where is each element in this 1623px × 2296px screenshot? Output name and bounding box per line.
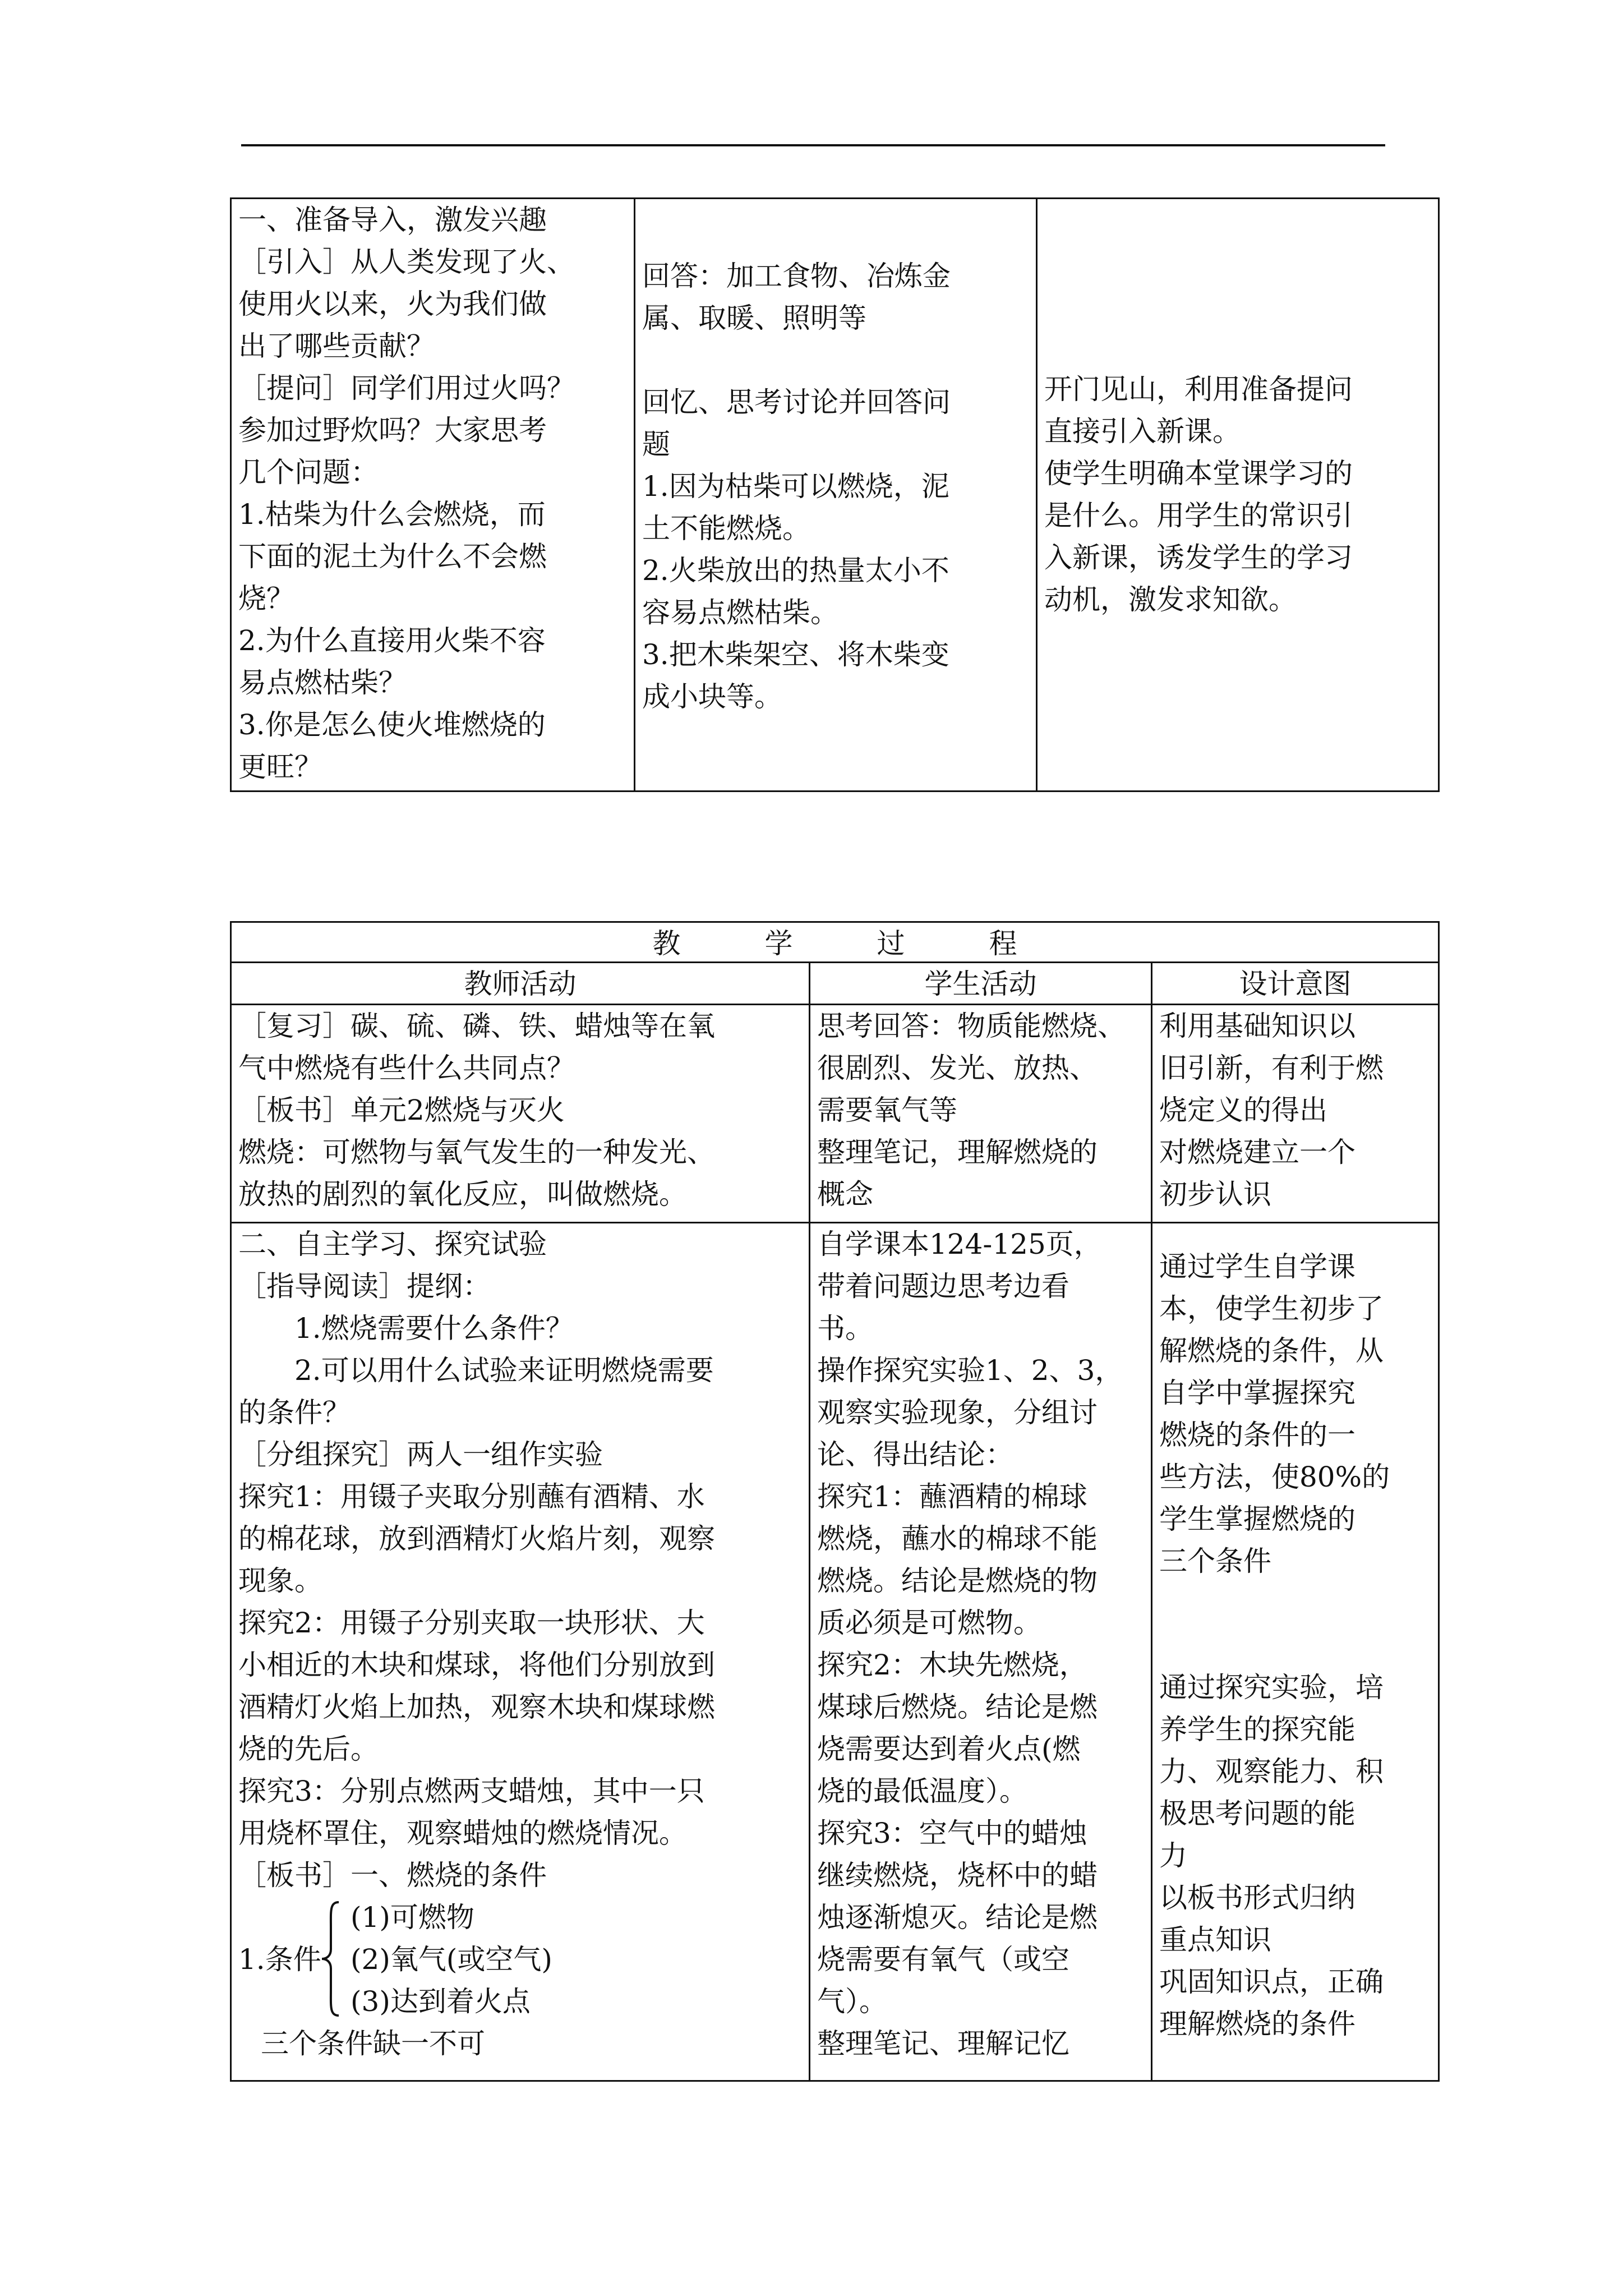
text-line: 燃烧的条件的一 (1159, 1419, 1355, 1451)
text-line: 气中燃烧有些什么共同点？ (238, 1052, 575, 1084)
text-line: 探究1：蘸酒精的棉球 (817, 1480, 1087, 1513)
text-line: 回答：加工食物、冶炼金 (642, 260, 951, 292)
row2-intent-a (1159, 1246, 1431, 1582)
header-student-cell (809, 961, 1152, 1005)
text-line: 继续燃烧，烧杯中的蜡 (817, 1859, 1098, 1892)
text-line (642, 339, 1029, 381)
row2-teacher-outline (238, 1308, 802, 1392)
text-line: 旧引新，有利于燃 (1159, 1052, 1384, 1084)
text-line: 整理笔记，理解燃烧的 (817, 1136, 1098, 1168)
text-line: 煤球后燃烧。结论是燃 (817, 1691, 1098, 1723)
text-line: 2.火柴放出的热量太小不 (642, 554, 949, 587)
text-line: 1.枯柴为什么会燃烧，而 (238, 498, 546, 531)
row1-intent-lines (1159, 1005, 1431, 1216)
row2-teacher-top (238, 1223, 802, 1308)
row2-teacher-cell (230, 1222, 810, 2082)
text-line: 3.把木柴架空、将木柴变 (642, 638, 949, 671)
process-title: 教学过程 (652, 927, 1101, 960)
text-line: 整理笔记、理解记忆 (817, 2027, 1069, 2060)
text-line: 论、得出结论： (817, 1438, 1013, 1471)
text-line: 极思考问题的能 (1159, 1797, 1355, 1830)
text-line: 易点燃枯柴？ (238, 666, 407, 699)
text-line: 烧需要有氧气（或空 (817, 1943, 1069, 1976)
text-line: ［提问］同学们用过火吗？ (238, 372, 575, 404)
condition-group (238, 1897, 620, 2023)
text-line: 酒精灯火焰上加热，观察木块和煤球燃 (238, 1691, 715, 1723)
condition-lead: 1.条件 (238, 1943, 321, 1976)
text-line: 一、准备导入，激发兴趣 (238, 204, 547, 236)
text-line: 烧的先后。 (238, 1733, 379, 1765)
process-title-cell (230, 921, 1440, 963)
condition-options (351, 1897, 552, 2023)
text-line: 需要氧气等 (817, 1094, 957, 1126)
table1-teacher-lines (238, 199, 627, 788)
text-line: 二、自主学习、探究试验 (238, 1228, 547, 1260)
text-line: 观察实验现象，分组讨 (817, 1396, 1098, 1429)
row1-teacher-lines (238, 1005, 802, 1216)
table1-intent-lines (1044, 369, 1431, 621)
condition-item: (2)氧气(或空气) (351, 1943, 552, 1976)
text-line: 参加过野炊吗？大家思考 (238, 414, 547, 447)
text-line: 的棉花球，放到酒精灯火焰片刻，观察 (238, 1522, 715, 1555)
text-line: 1.燃烧需要什么条件？ (294, 1312, 574, 1345)
text-line: 带着问题边思考边看 (817, 1270, 1069, 1303)
condition-item: (3)达到着火点 (351, 1985, 531, 2018)
text-line: 自学中掌握探究 (1159, 1377, 1355, 1409)
text-line: 回忆、思考讨论并回答问 (642, 386, 951, 418)
text-line: 气）。 (817, 1985, 887, 2018)
text-line: 燃烧：可燃物与氧气发生的一种发光、 (238, 1136, 715, 1168)
text-line: 利用基础知识以 (1159, 1010, 1355, 1042)
text-line: ［板书］一、燃烧的条件 (238, 1859, 547, 1892)
table1-intent-cell (1036, 197, 1440, 792)
text-line: 力 (1159, 1839, 1187, 1872)
text-line: 探究3：分别点燃两支蜡烛，其中一只 (238, 1775, 705, 1807)
table1-student-cell (634, 197, 1038, 792)
table1-student-lines (642, 255, 1029, 718)
text-line: 2.为什么直接用火柴不容 (238, 624, 546, 657)
text-line: 放热的剧烈的氧化反应，叫做燃烧。 (238, 1178, 687, 1211)
text-line: 的条件？ (238, 1396, 351, 1429)
text-line: 几个问题： (238, 456, 379, 489)
text-line: 题 (642, 428, 670, 461)
text-line: 些方法，使80%的 (1159, 1461, 1390, 1493)
text-line: 3.你是怎么使火堆燃烧的 (238, 708, 546, 741)
text-line: 理解燃烧的条件 (1159, 2008, 1355, 2040)
text-line: 质必须是可燃物。 (817, 1607, 1041, 1639)
text-line: 本，使学生初步了 (1159, 1292, 1384, 1325)
text-line: 通过探究实验，培 (1159, 1671, 1384, 1704)
text-line: ［板书］单元2燃烧与灭火 (238, 1094, 565, 1126)
text-line: 力、观察能力、积 (1159, 1755, 1384, 1788)
text-line: 三个条件 (1159, 1545, 1271, 1577)
header-student: 学生活动 (924, 968, 1037, 1000)
text-line: 探究2：木块先燃烧， (817, 1649, 1087, 1681)
text-line: 烧？ (238, 582, 294, 615)
text-line: 对燃烧建立一个 (1159, 1136, 1355, 1168)
row1-student-lines (817, 1005, 1144, 1216)
text-line: 初步认识 (1159, 1178, 1271, 1211)
text-line: 入新课，诱发学生的学习 (1044, 541, 1353, 574)
text-line: 探究1：用镊子夹取分别蘸有酒精、水 (238, 1480, 705, 1513)
text-line: ［复习］碳、硫、磷、铁、蜡烛等在氧 (238, 1010, 715, 1042)
row2-intent-cell (1151, 1222, 1440, 2082)
text-line: 属、取暖、照明等 (642, 302, 866, 334)
header-teacher-cell (230, 961, 810, 1005)
text-line: 使学生明确本堂课学习的 (1044, 457, 1353, 490)
text-line: 容易点燃枯柴。 (642, 596, 838, 629)
text-line: 以板书形式归纳 (1159, 1881, 1355, 1914)
text-line: ［引入］从人类发现了火、 (238, 246, 575, 278)
text-line: 2.可以用什么试验来证明燃烧需要 (294, 1354, 714, 1387)
table1-teacher-cell (230, 197, 635, 792)
text-line: 烛逐渐熄灭。结论是燃 (817, 1901, 1098, 1934)
text-line: 更旺？ (238, 751, 322, 783)
text-line: 思考回答：物质能燃烧、 (817, 1010, 1126, 1042)
condition-item: (1)可燃物 (351, 1901, 474, 1934)
text-line: 出了哪些贡献？ (238, 330, 435, 362)
text-line: 动机，激发求知欲。 (1044, 583, 1297, 616)
text-line: 土不能燃烧。 (642, 512, 810, 545)
text-line: 燃烧，蘸水的棉球不能 (817, 1522, 1098, 1555)
header-rule (241, 144, 1385, 146)
row1-teacher-cell (230, 1004, 810, 1223)
row1-student-cell (809, 1004, 1152, 1223)
text-line: 烧的最低温度）。 (817, 1775, 1027, 1807)
row2-student-lines (817, 1223, 1144, 2065)
row1-intent-cell (1151, 1004, 1440, 1223)
text-line: ［分组探究］两人一组作实验 (238, 1438, 603, 1471)
text-line: 学生掌握燃烧的 (1159, 1503, 1355, 1535)
row2-student-cell (809, 1222, 1152, 2082)
text-line: 通过学生自学课 (1159, 1250, 1355, 1283)
text-line: 书。 (817, 1312, 873, 1345)
text-line: 概念 (817, 1178, 873, 1211)
text-line: 操作探究实验1、2、3， (817, 1354, 1123, 1387)
text-line: 使用火以来，火为我们做 (238, 288, 547, 320)
text-line: 直接引入新课。 (1044, 415, 1241, 448)
row2-teacher-mid (238, 1392, 802, 1897)
text-line: 探究2：用镊子分别夹取一块形状、大 (238, 1607, 705, 1639)
text-line: 是什么。用学生的常识引 (1044, 499, 1353, 532)
text-line: ［指导阅读］提纲： (238, 1270, 491, 1303)
text-line: 小相近的木块和煤球，将他们分别放到 (238, 1649, 715, 1681)
text-line: 解燃烧的条件，从 (1159, 1335, 1384, 1367)
intent-gap (1159, 1582, 1431, 1667)
row2-intent-b (1159, 1667, 1431, 2045)
text-line: 下面的泥土为什么不会燃 (238, 540, 547, 573)
header-intent: 设计意图 (1239, 968, 1352, 1000)
text-line: 成小块等。 (642, 680, 782, 713)
text-line: 巩固知识点，正确 (1159, 1966, 1384, 1998)
header-intent-cell (1151, 961, 1440, 1005)
text-line: 1.因为枯柴可以燃烧，泥 (642, 470, 949, 503)
text-line: 开门见山，利用准备提问 (1044, 373, 1353, 406)
text-line: 自学课本124-125页， (817, 1228, 1102, 1260)
text-line: 探究3：空气中的蜡烛 (817, 1817, 1087, 1849)
text-line: 重点知识 (1159, 1924, 1271, 1956)
text-line: 用烧杯罩住，观察蜡烛的燃烧情况。 (238, 1817, 687, 1849)
text-line: 很剧烈、发光、放热、 (817, 1052, 1098, 1084)
header-teacher: 教师活动 (464, 968, 577, 1000)
text-line: 烧需要达到着火点(燃 (817, 1733, 1081, 1765)
text-line: 现象。 (238, 1565, 322, 1597)
text-line: 燃烧。结论是燃烧的物 (817, 1565, 1098, 1597)
text-line: 烧定义的得出 (1159, 1094, 1327, 1126)
condition-note: 三个条件缺一不可 (261, 2027, 485, 2060)
text-line: 养学生的探究能 (1159, 1713, 1355, 1746)
left-brace-icon (320, 1900, 341, 2018)
